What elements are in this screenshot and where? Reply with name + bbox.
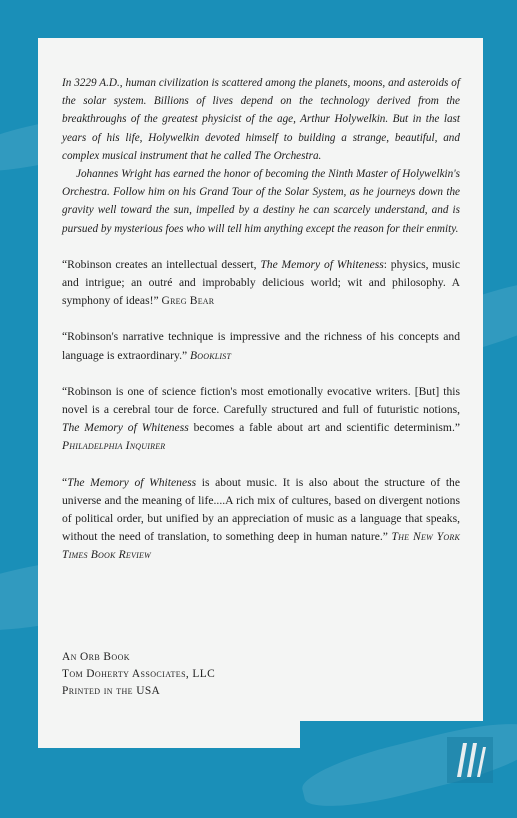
quote-source: The New York Times Book Review xyxy=(62,530,460,562)
quote-text: “Robinson creates an intellectual dessert, xyxy=(62,257,261,271)
quote-text: becomes a fable about art and scientific determinism.” xyxy=(188,421,460,435)
quote-text: : physics, music and intrigue; an outré and improbably delicious world; wit and philosophy. A symphony of ideas!” xyxy=(62,257,460,308)
publisher-printed: Printed in the USA xyxy=(62,684,161,697)
quote-text: is about music. It is also about the structure of the universe and the meaning of life....A rich mix of cultures, based on divergent notions of political order, but unified by an appreciation of music as a language that speaks, without the need of translation, to something deep in human nature.” xyxy=(62,475,461,544)
quote-text: “Robinson is one of science fiction's most emotionally evocative writers. [But] this novel is a cerebral tour de force. Carefully structured and full of futuristic notions, xyxy=(62,384,460,417)
panel-bottom-tab xyxy=(38,721,300,748)
quote-book-title: The Memory of Whiteness xyxy=(62,421,189,435)
review-quote-3 xyxy=(62,383,460,456)
summary-paragraph-2: Johannes Wright has earned the honor of becoming the Ninth Master of Holywelkin's Orchestra. Follow him on his Grand Tour of the Solar System, as he journeys down the gravity well toward the sun, impelled by a destiny he can scarcely understand, and is pursued by mysterious foes who will tell him anything except the reason for their enmity. xyxy=(62,168,460,235)
quote-book-title: The Memory of Whiteness xyxy=(67,475,197,489)
quote-source: Philadelphia Inquirer xyxy=(62,439,166,453)
quote-book-title: The Memory of Whiteness xyxy=(260,257,384,271)
publisher-imprint: An Orb Book xyxy=(62,650,130,663)
publisher-block xyxy=(62,649,460,700)
back-cover-panel xyxy=(38,38,483,721)
quote-source: Greg Bear xyxy=(161,294,215,308)
quote-source: Booklist xyxy=(190,348,232,362)
book-summary xyxy=(62,74,460,238)
publisher-name: Tom Doherty Associates, LLC xyxy=(62,667,216,680)
quote-text: “ xyxy=(62,475,68,489)
quote-text: “Robinson's narrative technique is impressive and the richness of his concepts and language is extraordinary.” xyxy=(62,330,460,362)
review-quote-1 xyxy=(62,256,460,311)
publisher-logo-icon xyxy=(447,737,493,783)
review-quote-2 xyxy=(62,328,460,364)
review-quote-4 xyxy=(62,474,460,565)
summary-paragraph-1: In 3229 A.D., human civilization is scattered among the planets, moons, and asteroids of the solar system. Billions of lives depend on the technology derived from the breakthroughs of the greatest physicist of the age, Arthur Holywelkin. But in the last years of his life, Holywelkin devoted himself to building a strange, beautiful, and complex musical instrument that he called The Orchestra. xyxy=(62,77,460,162)
back-cover-content xyxy=(62,74,460,700)
